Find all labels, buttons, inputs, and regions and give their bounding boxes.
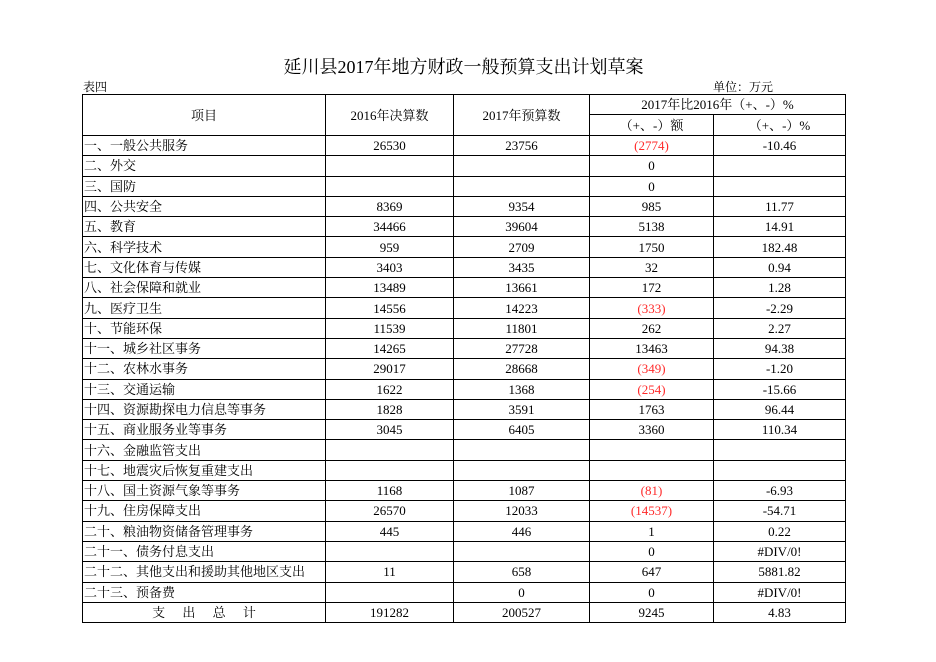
table-row — [83, 501, 846, 521]
value-2017-cell — [454, 541, 590, 561]
change-amount-cell: 172 — [590, 278, 714, 298]
table-row — [83, 420, 846, 440]
table-body — [83, 136, 846, 623]
table-row — [83, 481, 846, 501]
row-label-cell: 十四、资源勘探电力信息等事务 — [83, 399, 326, 419]
value-2017-cell: 11801 — [454, 318, 590, 338]
table-row — [83, 582, 846, 602]
row-label-cell: 十三、交通运输 — [83, 379, 326, 399]
value-2017-cell: 39604 — [454, 217, 590, 237]
value-2016-cell: 14556 — [326, 298, 454, 318]
value-2016-cell: 1828 — [326, 399, 454, 419]
table-row — [83, 298, 846, 318]
value-2017-cell: 3435 — [454, 257, 590, 277]
table-row — [83, 237, 846, 257]
value-2017-cell — [454, 156, 590, 176]
change-amount-cell: 13463 — [590, 338, 714, 358]
row-label-cell: 十一、城乡社区事务 — [83, 338, 326, 358]
change-percent-cell: -1.20 — [714, 359, 846, 379]
change-amount-cell: 1 — [590, 521, 714, 541]
value-2016-cell: 14265 — [326, 338, 454, 358]
unit-label: 单位：万元 — [713, 80, 774, 94]
row-label-cell: 二十一、债务付息支出 — [83, 541, 326, 561]
value-2017-cell: 14223 — [454, 298, 590, 318]
table-row — [83, 460, 846, 480]
change-percent-cell — [714, 156, 846, 176]
value-2017-cell — [454, 176, 590, 196]
value-2016-cell — [326, 156, 454, 176]
row-label-cell: 十五、商业服务业等事务 — [83, 420, 326, 440]
table-row — [83, 278, 846, 298]
row-label-cell: 十二、农林水事务 — [83, 359, 326, 379]
change-percent-cell — [714, 440, 846, 460]
header-2017-budget: 2017年预算数 — [454, 95, 590, 136]
change-amount-cell — [590, 440, 714, 460]
row-label-cell: 十七、地震灾后恢复重建支出 — [83, 460, 326, 480]
change-percent-cell: -54.71 — [714, 501, 846, 521]
value-2016-cell: 29017 — [326, 359, 454, 379]
change-amount-cell: 1750 — [590, 237, 714, 257]
budget-table — [82, 94, 846, 623]
value-2016-cell: 8369 — [326, 196, 454, 216]
value-2016-cell — [326, 440, 454, 460]
change-percent-cell: -15.66 — [714, 379, 846, 399]
header-change-percent: （+、-）% — [714, 115, 846, 136]
value-2016-cell — [326, 460, 454, 480]
value-2017-cell: 1087 — [454, 481, 590, 501]
value-2016-cell: 3045 — [326, 420, 454, 440]
change-percent-cell: 1.28 — [714, 278, 846, 298]
value-2016-cell: 11 — [326, 562, 454, 582]
value-2017-cell: 200527 — [454, 602, 590, 622]
change-percent-cell — [714, 460, 846, 480]
change-percent-cell: 182.48 — [714, 237, 846, 257]
value-2016-cell: 445 — [326, 521, 454, 541]
change-amount-cell: 647 — [590, 562, 714, 582]
table-row — [83, 541, 846, 561]
value-2016-cell: 1168 — [326, 481, 454, 501]
table-row — [83, 440, 846, 460]
value-2016-cell: 3403 — [326, 257, 454, 277]
table-row — [83, 359, 846, 379]
row-label-cell: 六、科学技术 — [83, 237, 326, 257]
change-amount-cell — [590, 460, 714, 480]
value-2016-cell: 959 — [326, 237, 454, 257]
change-amount-cell: 3360 — [590, 420, 714, 440]
table-row — [83, 521, 846, 541]
change-percent-cell: 2.27 — [714, 318, 846, 338]
value-2017-cell: 3591 — [454, 399, 590, 419]
change-percent-cell: 11.77 — [714, 196, 846, 216]
change-amount-cell: 0 — [590, 541, 714, 561]
change-percent-cell: 5881.82 — [714, 562, 846, 582]
change-amount-cell: (333) — [590, 298, 714, 318]
value-2017-cell: 13661 — [454, 278, 590, 298]
row-label-cell: 支 出 总 计 — [83, 602, 326, 622]
value-2017-cell: 9354 — [454, 196, 590, 216]
value-2016-cell: 34466 — [326, 217, 454, 237]
value-2016-cell: 13489 — [326, 278, 454, 298]
row-label-cell: 二、外交 — [83, 156, 326, 176]
header-row — [83, 95, 846, 115]
value-2016-cell — [326, 541, 454, 561]
header-item: 项目 — [83, 95, 326, 136]
change-percent-cell — [714, 176, 846, 196]
change-percent-cell: #DIV/0! — [714, 541, 846, 561]
change-amount-cell: 262 — [590, 318, 714, 338]
change-percent-cell: 14.91 — [714, 217, 846, 237]
change-amount-cell: 9245 — [590, 602, 714, 622]
change-amount-cell: 0 — [590, 582, 714, 602]
table-row — [83, 257, 846, 277]
value-2017-cell: 28668 — [454, 359, 590, 379]
change-amount-cell: 32 — [590, 257, 714, 277]
table-row — [83, 318, 846, 338]
change-percent-cell: #DIV/0! — [714, 582, 846, 602]
table-row — [83, 217, 846, 237]
change-amount-cell: (81) — [590, 481, 714, 501]
change-amount-cell: 985 — [590, 196, 714, 216]
row-label-cell: 十九、住房保障支出 — [83, 501, 326, 521]
change-amount-cell: (2774) — [590, 136, 714, 156]
value-2017-cell: 23756 — [454, 136, 590, 156]
header-comparison: 2017年比2016年（+、-）% — [590, 95, 846, 115]
value-2016-cell: 26570 — [326, 501, 454, 521]
row-label-cell: 八、社会保障和就业 — [83, 278, 326, 298]
table-row — [83, 156, 846, 176]
change-amount-cell: 5138 — [590, 217, 714, 237]
change-percent-cell: -2.29 — [714, 298, 846, 318]
change-percent-cell: 110.34 — [714, 420, 846, 440]
row-label-cell: 一、一般公共服务 — [83, 136, 326, 156]
change-amount-cell: 1763 — [590, 399, 714, 419]
table-row — [83, 399, 846, 419]
value-2016-cell — [326, 582, 454, 602]
change-percent-cell: 96.44 — [714, 399, 846, 419]
row-label-cell: 九、医疗卫生 — [83, 298, 326, 318]
table-row — [83, 338, 846, 358]
value-2017-cell: 446 — [454, 521, 590, 541]
table-number: 表四 — [83, 80, 108, 94]
row-label-cell: 十八、国土资源气象等事务 — [83, 481, 326, 501]
change-amount-cell: (349) — [590, 359, 714, 379]
table-row — [83, 562, 846, 582]
value-2017-cell: 6405 — [454, 420, 590, 440]
row-label-cell: 四、公共安全 — [83, 196, 326, 216]
value-2017-cell: 12033 — [454, 501, 590, 521]
value-2017-cell: 2709 — [454, 237, 590, 257]
value-2016-cell: 191282 — [326, 602, 454, 622]
value-2017-cell — [454, 460, 590, 480]
table-row — [83, 196, 846, 216]
value-2016-cell: 1622 — [326, 379, 454, 399]
row-label-cell: 二十、粮油物资储备管理事务 — [83, 521, 326, 541]
row-label-cell: 十、节能环保 — [83, 318, 326, 338]
table-row — [83, 379, 846, 399]
table-row — [83, 176, 846, 196]
value-2016-cell: 26530 — [326, 136, 454, 156]
change-percent-cell: 94.38 — [714, 338, 846, 358]
value-2017-cell: 0 — [454, 582, 590, 602]
change-amount-cell: 0 — [590, 156, 714, 176]
change-amount-cell: (254) — [590, 379, 714, 399]
header-change-amount: （+、-）额 — [590, 115, 714, 136]
change-amount-cell: (14537) — [590, 501, 714, 521]
table-row — [83, 136, 846, 156]
value-2017-cell — [454, 440, 590, 460]
row-label-cell: 十六、金融监管支出 — [83, 440, 326, 460]
table-header — [83, 95, 846, 136]
page-title: 延川县2017年地方财政一般预算支出计划草案 — [283, 57, 644, 77]
value-2017-cell: 658 — [454, 562, 590, 582]
row-label-cell: 二十三、预备费 — [83, 582, 326, 602]
row-label-cell: 七、文化体育与传媒 — [83, 257, 326, 277]
change-amount-cell: 0 — [590, 176, 714, 196]
value-2016-cell — [326, 176, 454, 196]
change-percent-cell: 4.83 — [714, 602, 846, 622]
value-2017-cell: 27728 — [454, 338, 590, 358]
change-percent-cell: -10.46 — [714, 136, 846, 156]
header-2016-final: 2016年决算数 — [326, 95, 454, 136]
change-percent-cell: -6.93 — [714, 481, 846, 501]
row-label-cell: 二十二、其他支出和援助其他地区支出 — [83, 562, 326, 582]
value-2017-cell: 1368 — [454, 379, 590, 399]
change-percent-cell: 0.94 — [714, 257, 846, 277]
row-label-cell: 三、国防 — [83, 176, 326, 196]
change-percent-cell: 0.22 — [714, 521, 846, 541]
value-2016-cell: 11539 — [326, 318, 454, 338]
total-row — [83, 602, 846, 622]
row-label-cell: 五、教育 — [83, 217, 326, 237]
